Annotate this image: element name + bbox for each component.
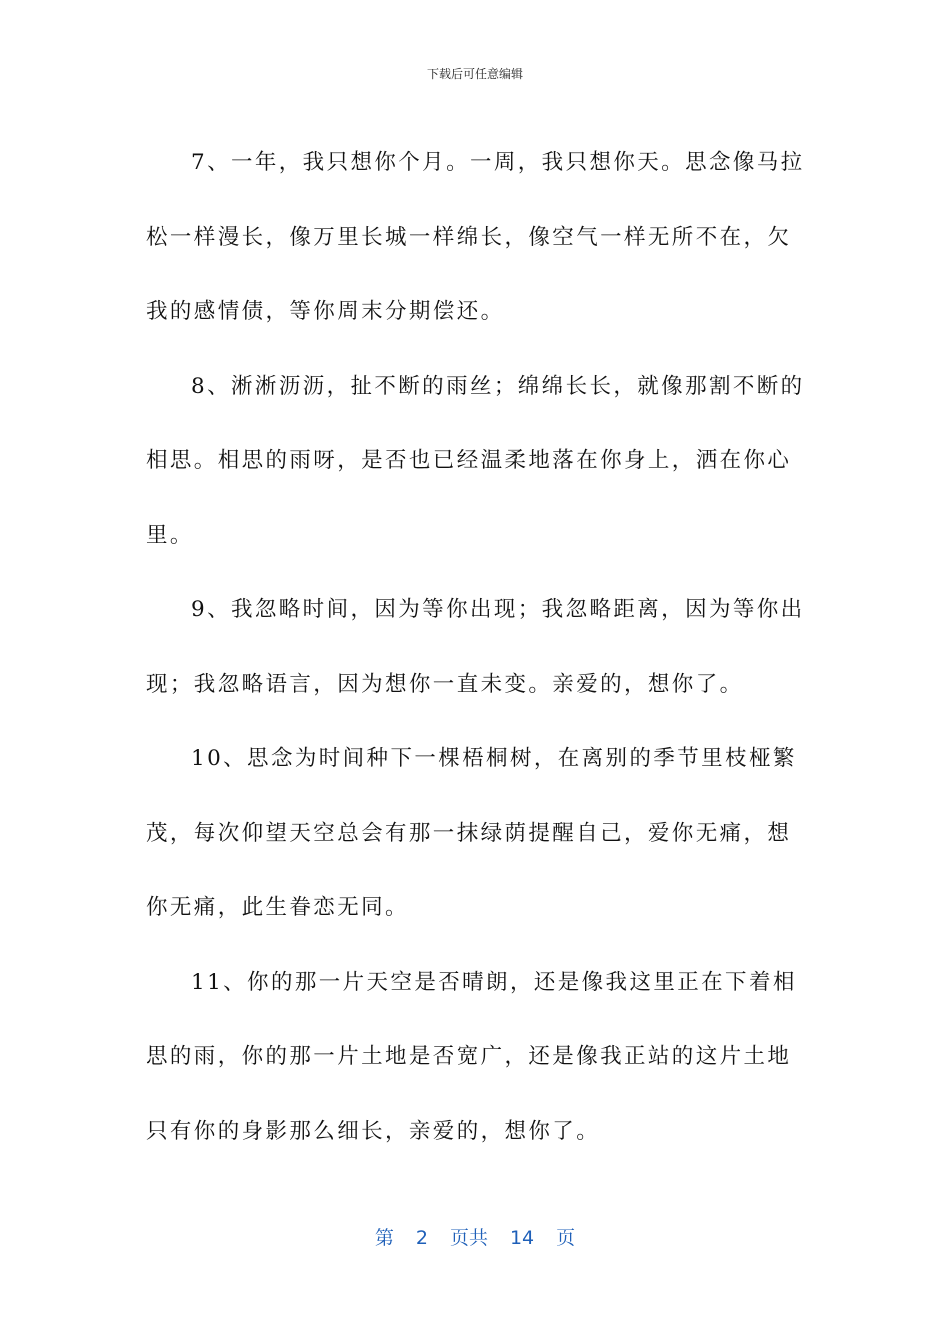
paragraph-7: [146, 126, 806, 350]
footer-middle: 页共: [449, 1227, 488, 1249]
text-line: 只有你的身影那么细长，亲爱的，想你了。: [146, 1118, 601, 1144]
text-line: 现；我忽略语言，因为想你一直未变。亲爱的，想你了。: [146, 671, 744, 697]
total-page-count: 14: [509, 1227, 535, 1249]
footer-suffix: 页: [556, 1227, 576, 1249]
text-line: 相思。相思的雨呀，是否也已经温柔地落在你身上，洒在你心: [146, 448, 792, 473]
text-line: 我的感情债，等你周末分期偿还。: [146, 299, 505, 324]
paragraph-11: [146, 946, 806, 1170]
text-line: 9、我忽略时间，因为等你出现；我忽略距离，因为等你出: [191, 597, 805, 622]
text-line: 8、淅淅沥沥，扯不断的雨丝；绵绵长长，就像那割不断的: [191, 373, 805, 399]
text-line: 里。: [146, 522, 194, 548]
text-line: 思的雨，你的那一片土地是否宽广，还是像我正站的这片土地: [146, 1044, 792, 1069]
text-line: 11、你的那一片天空是否晴朗，还是像我这里正在下着相: [191, 969, 797, 995]
text-line: 10、思念为时间种下一棵梧桐树，在离别的季节里枝桠繁: [191, 746, 797, 771]
text-line: 7、一年，我只想你个月。一周，我只想你天。思念像马拉: [191, 150, 805, 175]
footer-prefix: 第: [374, 1227, 394, 1249]
text-line: 茂，每次仰望天空总会有那一抹绿荫提醒自己，爱你无痛，想: [146, 820, 792, 846]
current-page-number: 2: [415, 1227, 428, 1249]
paragraph-10: [146, 722, 806, 946]
paragraph-8: [146, 350, 806, 574]
paragraph-9: [146, 573, 806, 722]
page-footer: [0, 1225, 950, 1251]
text-line: 你无痛，此生眷恋无同。: [146, 895, 409, 920]
document-body: [146, 126, 806, 1169]
text-line: 松一样漫长，像万里长城一样绵长，像空气一样无所不在，欠: [146, 224, 792, 250]
page-header: 下载后可任意编辑: [426, 67, 523, 81]
